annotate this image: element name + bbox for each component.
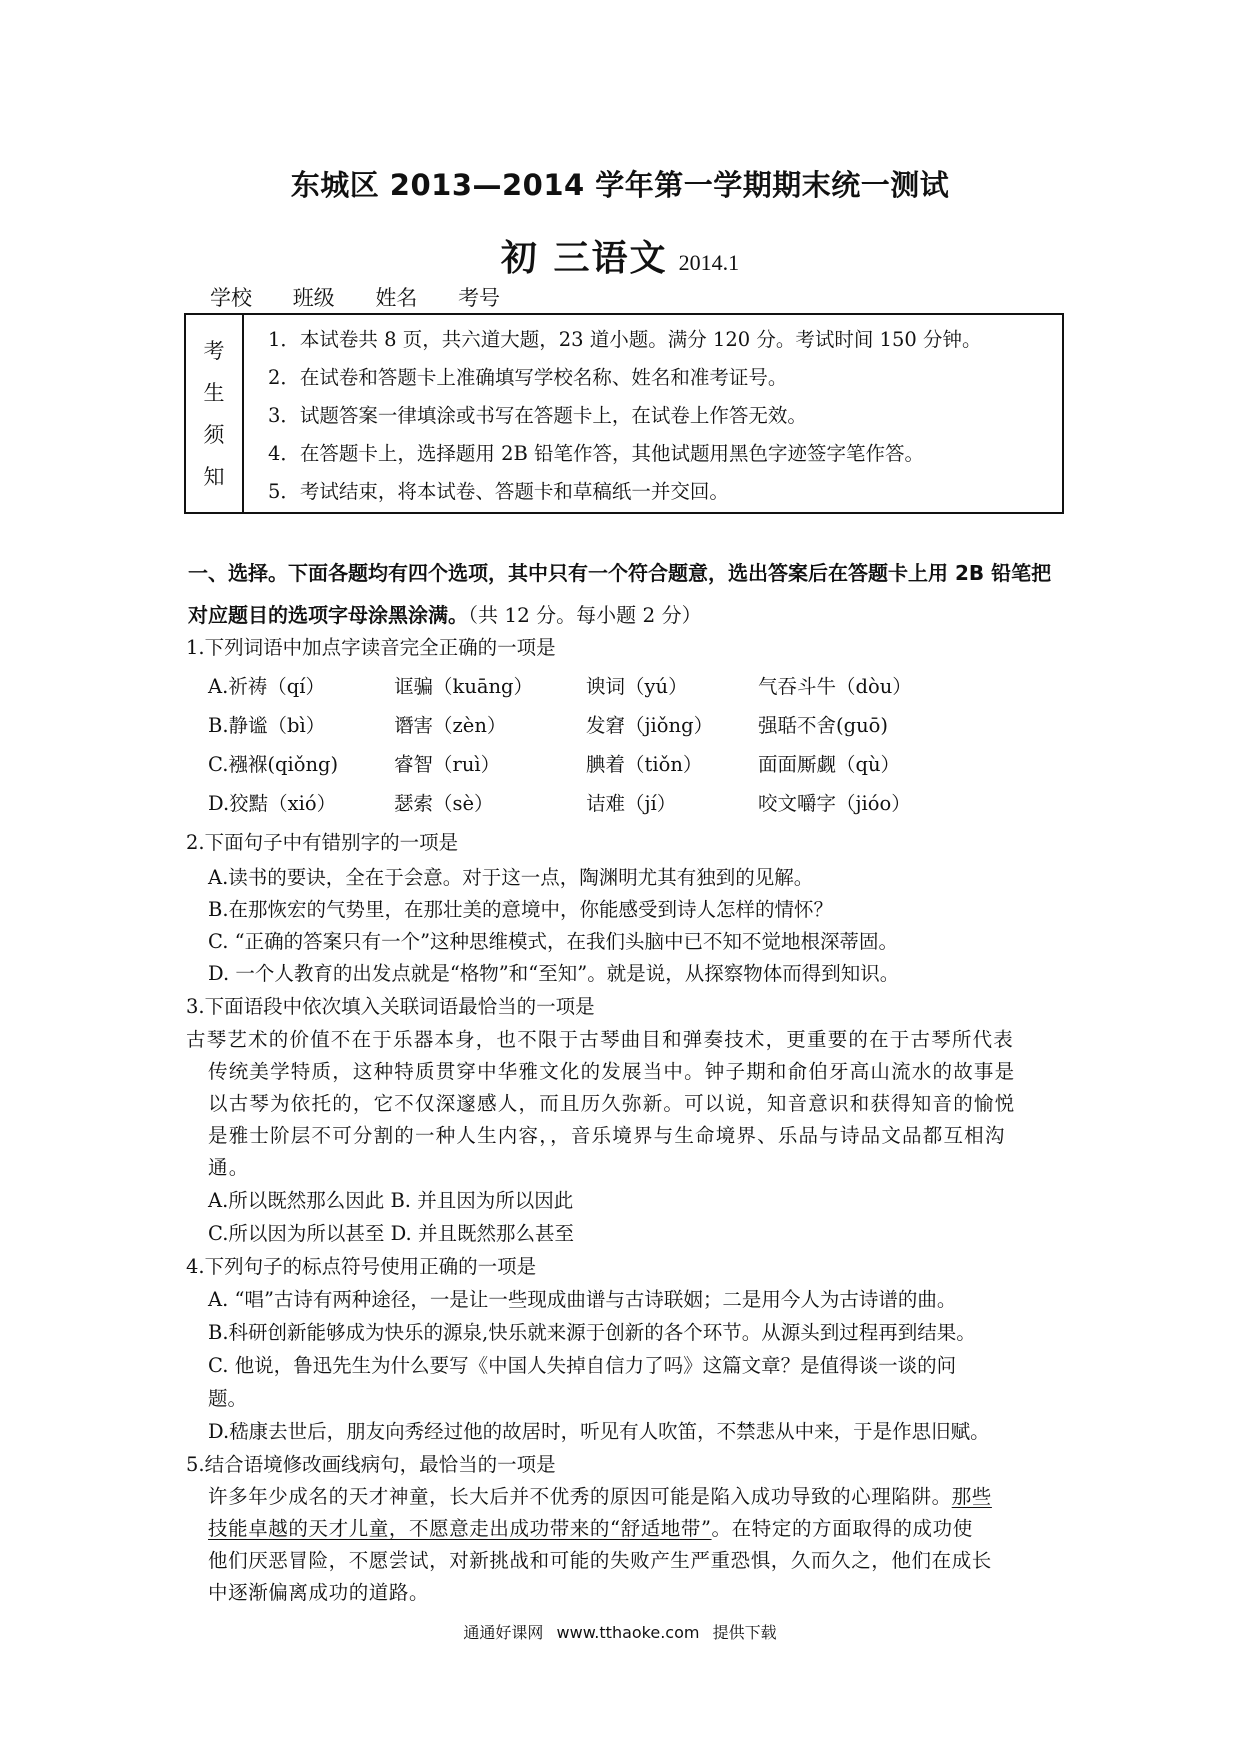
passage-line [186, 1513, 1066, 1545]
option-cell: 谀词（yú） [586, 675, 688, 698]
question-5 [186, 1448, 1066, 1609]
option-cell: 腆着（tiǒn） [586, 753, 703, 776]
passage-line: 传统美学特质，这种特质贯穿中华雅文化的发展当中。钟子期和俞伯牙高山流水的故事是 [208, 1060, 1016, 1083]
footer-url[interactable]: www.tthaoke.com [556, 1623, 700, 1642]
info-class: 班级 [292, 286, 335, 310]
answer-option: B.在那恢宏的气势里，在那壮美的意境中，你能感受到诗人怎样的情怀？ [208, 898, 834, 921]
answer-option: D. 一个人教育的出发点就是“格物”和“至知”。就是说，从探察物体而得到知识。 [208, 962, 900, 985]
notice-list [244, 315, 1062, 512]
option-cell: C.襁褓(qiǒng) [208, 753, 339, 776]
exam-date: 2014.1 [678, 250, 740, 275]
option-row [186, 784, 1066, 823]
notice-head-char: 生 [203, 380, 225, 405]
notice-item: 4．在答题卡上，选择题用 2B 铅笔作答，其他试题用黑色字迹签字笔作答。 [268, 442, 925, 465]
answer-option: D.嵇康去世后，朋友向秀经过他的故居时，听见有人吹笛，不禁悲从中来，于是作思旧赋。 [208, 1420, 990, 1443]
question-stem: 3.下面语段中依次填入关联词语最恰当的一项是 [186, 995, 595, 1018]
option-cell: 谮害（zèn） [394, 714, 507, 737]
option-cell: 诘难（jí） [586, 792, 677, 815]
footer-download-text: 提供下载 [712, 1623, 777, 1642]
option-cell: 诓骗（kuāng） [394, 675, 534, 698]
subject-row [0, 230, 1240, 281]
student-info-row [210, 282, 534, 312]
subject-title: 初 三语文 [500, 238, 668, 279]
option-cell: 发窘（jiǒng） [586, 714, 714, 737]
option-row [186, 667, 1066, 706]
notice-item: 2．在试卷和答题卡上准确填写学校名称、姓名和准考证号。 [268, 366, 788, 389]
passage-text: 许多年少成名的天才神童，长大后并不优秀的原因可能是陷入成功导致的心理陷阱。 [208, 1485, 952, 1508]
section-one-heading [188, 552, 1058, 636]
questions [186, 628, 1066, 1609]
footer-site-name: 通通好课网 [463, 1623, 544, 1642]
page-footer [0, 1620, 1240, 1643]
passage-line: 中逐渐偏离成功的道路。 [208, 1581, 430, 1604]
underlined-sentence: 技能卓越的天才儿童，不愿意走出成功带来的“舒适地带” [208, 1517, 712, 1540]
question-stem: 1.下列词语中加点字读音完全正确的一项是 [186, 636, 556, 659]
exam-notice-box [184, 313, 1064, 514]
answer-option: A.读书的要诀，全在于会意。对于这一点，陶渊明尤其有独到的见解。 [208, 866, 814, 889]
option-cell: 气吞斗牛（dòu） [758, 675, 912, 698]
passage-line: 以古琴为依托的，它不仅深邃感人，而且历久弥新。可以说，知音意识和获得知音的愉悦 [208, 1092, 1016, 1115]
section-one-score: （共 12 分。每小题 2 分） [468, 603, 702, 627]
answer-option: C. “正确的答案只有一个”这种思维模式，在我们头脑中已不知不觉地根深蒂固。 [208, 930, 899, 953]
notice-heading [186, 315, 244, 512]
question-2 [186, 823, 1066, 990]
option-cell: 面面厮觑（qù） [758, 753, 901, 776]
notice-item: 3．试题答案一律填涂或书写在答题卡上，在试卷上作答无效。 [268, 404, 807, 427]
info-exam-number: 考号 [458, 286, 501, 310]
info-school: 学校 [210, 286, 252, 310]
passage-line: 他们厌恶冒险，不愿尝试，对新挑战和可能的失败产生严重恐惧，久而久之，他们在成长 [208, 1549, 992, 1572]
question-stem: 2.下面句子中有错别字的一项是 [186, 831, 459, 854]
option-cell: A.祈祷（qí） [208, 675, 326, 698]
underlined-sentence: 那些 [951, 1485, 992, 1508]
answer-option: B.科研创新能够成为快乐的源泉,快乐就来源于创新的各个环节。从源头到过程再到结果。 [208, 1321, 976, 1344]
passage-line: 通。 [208, 1156, 250, 1179]
notice-head-char: 知 [203, 464, 225, 489]
answer-option: A.所以既然那么因此 B. 并且因为所以因此 [208, 1189, 574, 1212]
info-name: 姓名 [375, 286, 418, 310]
option-cell: 睿智（ruì） [394, 753, 501, 776]
answer-option: A. “唱”古诗有两种途径，一是让一些现成曲谱与古诗联姻；二是用今人为古诗谱的曲。 [208, 1288, 957, 1311]
option-cell: 咬文嚼字（jióo） [758, 792, 911, 815]
question-stem: 4.下列句子的标点符号使用正确的一项是 [186, 1255, 537, 1278]
question-stem: 5.结合语境修改画线病句，最恰当的一项是 [186, 1453, 556, 1476]
answer-option: C.所以因为所以甚至 D. 并且既然那么甚至 [208, 1222, 574, 1245]
option-cell: D.狡黠（xió） [208, 792, 337, 815]
passage-line: 是雅士阶层不可分割的一种人生内容，，音乐境界与生命境界、乐品与诗品文品都互相沟 [208, 1124, 1006, 1147]
option-cell: 强聒不舍(guō) [758, 714, 888, 737]
question-1 [186, 628, 1066, 823]
passage-line: 古琴艺术的价值不在于乐器本身，也不限于古琴曲目和弹奏技术，更重要的在于古琴所代表 [186, 1028, 1015, 1051]
notice-item: 1．本试卷共 8 页，共六道大题，23 道小题。满分 120 分。考试时间 150 分钟。 [268, 328, 982, 351]
notice-item: 5．考试结束，将本试卷、答题卡和草稿纸一并交回。 [268, 480, 729, 503]
option-row [186, 745, 1066, 784]
question-4 [186, 1250, 1066, 1448]
passage-line [186, 1481, 1066, 1513]
option-cell: B.静谧（bì） [208, 714, 326, 737]
passage-text: 。在特定的方面取得的成功使 [711, 1517, 973, 1540]
question-3 [186, 990, 1066, 1250]
notice-head-char: 考 [203, 338, 225, 363]
answer-option: 题。 [208, 1387, 248, 1410]
option-cell: 瑟索（sè） [394, 792, 494, 815]
notice-head-char: 须 [203, 422, 225, 447]
option-row [186, 706, 1066, 745]
exam-title: 东城区 2013—2014 学年第一学期期末统一测试 [290, 168, 950, 202]
section-one-title: 一、选择。下面各题均有四个选项，其中只有一个符合题意，选出答案后在答题卡上用 2B 铅笔把对应题目的选项字母涂黑涂满。 [188, 561, 1052, 627]
answer-option: C. 他说，鲁迅先生为什么要写《中国人失掉自信力了吗》这篇文章？是值得谈一谈的问 [208, 1354, 957, 1377]
